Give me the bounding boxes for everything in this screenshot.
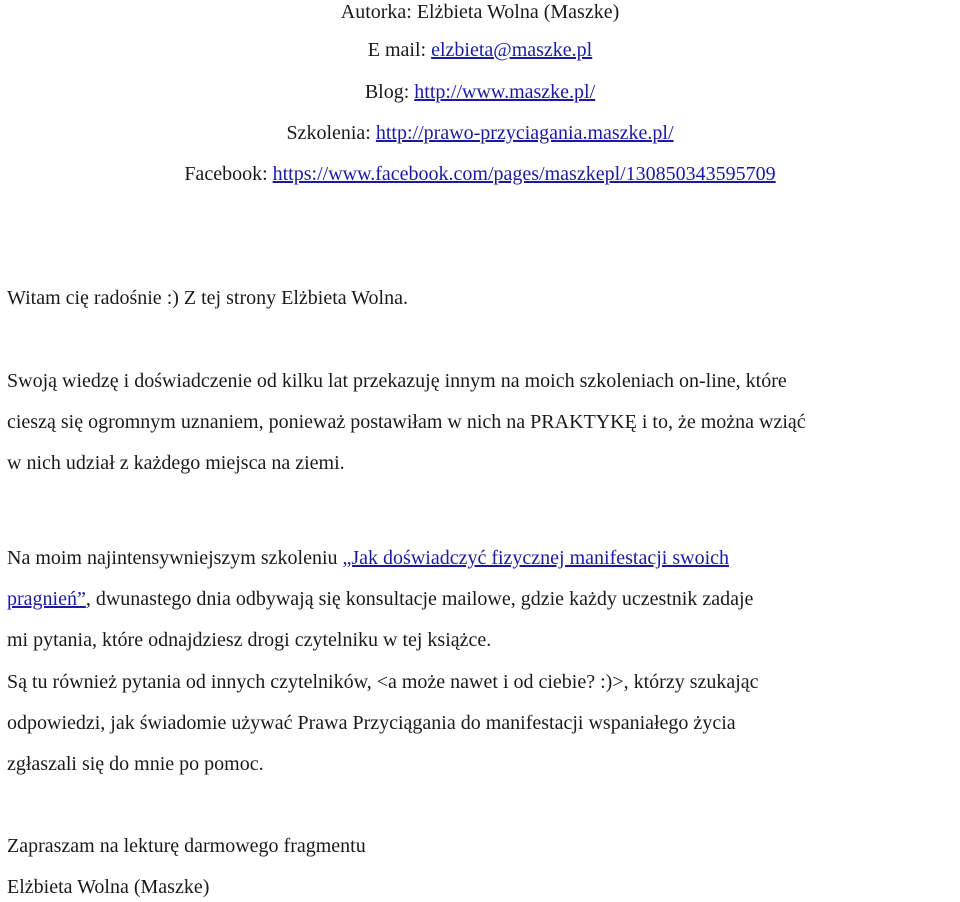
email-link[interactable]: elzbieta@maszke.pl bbox=[431, 39, 593, 61]
invite-text: Zapraszam na lekturę darmowego fragmentu bbox=[7, 835, 366, 857]
paragraph-text: w nich udział z każdego miejsca na ziemi. bbox=[7, 452, 345, 474]
paragraph-text: mi pytania, które odnajdziesz drogi czytelniku w tej książce. bbox=[7, 629, 492, 651]
blog-link[interactable]: http://www.maszke.pl/ bbox=[414, 81, 596, 103]
email-line bbox=[0, 38, 960, 62]
facebook-line bbox=[0, 162, 960, 186]
paragraph-text: Swoją wiedzę i doświadczenie od kilku lat przekazuję innym na moich szkoleniach on-line, które bbox=[7, 370, 787, 392]
paragraph-text: odpowiedzi, jak świadomie używać Prawa Przyciągania do manifestacji wspaniałego życia bbox=[7, 712, 736, 734]
paragraph-3-line-3 bbox=[7, 752, 264, 776]
paragraph-2-line-2 bbox=[7, 587, 753, 611]
paragraph-text: Na moim najintensywniejszym szkoleniu bbox=[7, 547, 343, 569]
signature-line bbox=[7, 875, 209, 899]
paragraph-3-line-1 bbox=[7, 670, 759, 694]
paragraph-text: cieszą się ogromnym uznaniem, ponieważ postawiłam w nich na PRAKTYKĘ i to, że można wziąć bbox=[7, 411, 806, 433]
greeting-line bbox=[7, 286, 408, 310]
email-label: E mail: bbox=[367, 39, 432, 61]
paragraph-1-line-1 bbox=[7, 369, 787, 393]
facebook-link[interactable]: https://www.facebook.com/pages/maszkepl/130850343595709 bbox=[272, 163, 776, 185]
paragraph-2-line-1 bbox=[7, 546, 729, 570]
paragraph-text: Są tu również pytania od innych czytelników, <a może nawet i od ciebie? :)>, którzy szukając bbox=[7, 671, 759, 693]
invite-line bbox=[7, 834, 366, 858]
course-link-continued[interactable]: pragnień” bbox=[7, 588, 86, 610]
paragraph-1-line-2 bbox=[7, 410, 806, 434]
course-link[interactable]: „Jak doświadczyć fizycznej manifestacji swoich bbox=[342, 547, 730, 569]
signature-text: Elżbieta Wolna (Maszke) bbox=[7, 876, 210, 898]
greeting-text: Witam cię radośnie :) Z tej strony Elżbieta Wolna. bbox=[7, 287, 408, 309]
training-link[interactable]: http://prawo-przyciagania.maszke.pl/ bbox=[375, 122, 674, 144]
author-line bbox=[0, 0, 960, 24]
training-line bbox=[0, 121, 960, 145]
paragraph-1-line-3 bbox=[7, 451, 345, 475]
author-text: Autorka: Elżbieta Wolna (Maszke) bbox=[340, 1, 620, 23]
facebook-label: Facebook: bbox=[184, 163, 273, 185]
blog-label: Blog: bbox=[364, 81, 415, 103]
training-label: Szkolenia: bbox=[286, 122, 376, 144]
paragraph-text: , dwunastego dnia odbywają się konsultacje mailowe, gdzie każdy uczestnik zadaje bbox=[85, 588, 754, 610]
blog-line bbox=[0, 80, 960, 104]
paragraph-3-line-2 bbox=[7, 711, 736, 735]
paragraph-2-line-3 bbox=[7, 628, 491, 652]
paragraph-text: zgłaszali się do mnie po pomoc. bbox=[7, 753, 264, 775]
